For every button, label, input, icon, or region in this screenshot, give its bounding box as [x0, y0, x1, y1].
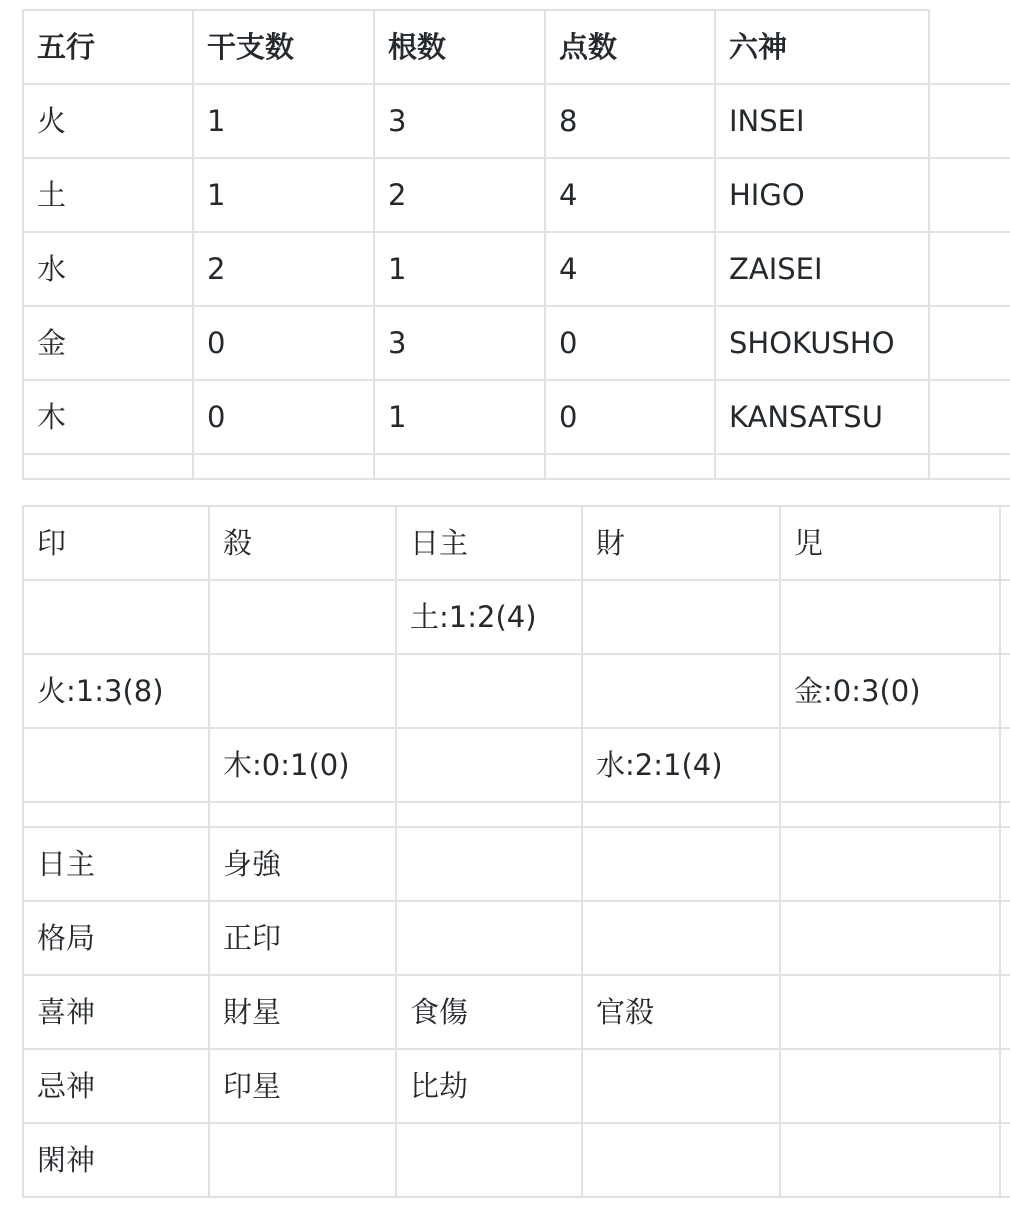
table-cell: 日主	[23, 827, 209, 901]
table-cell	[582, 827, 780, 901]
table-cell	[929, 84, 1010, 158]
table-row	[23, 1049, 1010, 1123]
table-cell	[396, 654, 582, 728]
table-cell: 3	[374, 306, 545, 380]
table-row	[23, 975, 1010, 1049]
table-cell: 火	[23, 84, 193, 158]
table-row	[23, 232, 1010, 306]
table-cell	[1000, 580, 1010, 654]
table-cell	[929, 158, 1010, 232]
five-elements-table	[22, 9, 1010, 480]
table-cell: 0	[545, 306, 715, 380]
table-cell: 印星	[209, 1049, 396, 1123]
table-cell	[23, 580, 209, 654]
table-cell: 4	[545, 158, 715, 232]
table-cell	[1000, 654, 1010, 728]
header-cell: 干支数	[193, 10, 374, 84]
table-cell	[396, 901, 582, 975]
table-cell: 土:1:2(4)	[396, 580, 582, 654]
table-cell	[582, 1049, 780, 1123]
table-cell	[1000, 1049, 1010, 1123]
table-row	[23, 728, 1010, 802]
table-cell: 3	[374, 84, 545, 158]
empty-cell	[929, 454, 1010, 479]
table-cell	[780, 827, 1000, 901]
table-cell: KANSATSU	[715, 380, 929, 454]
empty-row	[23, 802, 1010, 827]
table-cell: 2	[193, 232, 374, 306]
table-cell: 食傷	[396, 975, 582, 1049]
header-cell: 財	[582, 506, 780, 580]
table-cell: 1	[193, 158, 374, 232]
empty-row	[23, 454, 1010, 479]
table-cell	[1000, 975, 1010, 1049]
table-cell	[209, 580, 396, 654]
table-cell: 0	[193, 380, 374, 454]
table-cell	[780, 580, 1000, 654]
header-cell: 点数	[545, 10, 715, 84]
table-cell: 0	[193, 306, 374, 380]
table-cell: 格局	[23, 901, 209, 975]
empty-cell	[374, 454, 545, 479]
table-cell	[582, 1123, 780, 1197]
table-cell: 身強	[209, 827, 396, 901]
table-cell	[1000, 1123, 1010, 1197]
empty-cell	[396, 802, 582, 827]
empty-cell	[23, 802, 209, 827]
table-cell	[582, 901, 780, 975]
table-cell	[780, 975, 1000, 1049]
table-row	[23, 654, 1010, 728]
table-row	[23, 580, 1010, 654]
table-cell: 比劫	[396, 1049, 582, 1123]
table-cell	[1000, 901, 1010, 975]
table-header-row	[23, 506, 1010, 580]
table-row	[23, 380, 1010, 454]
table-cell: 0	[545, 380, 715, 454]
header-cell	[1000, 506, 1010, 580]
table-cell	[929, 380, 1010, 454]
empty-cell	[209, 802, 396, 827]
table-cell	[929, 306, 1010, 380]
header-cell	[929, 10, 1010, 84]
table-cell: 4	[545, 232, 715, 306]
table-cell: 財星	[209, 975, 396, 1049]
table-cell: 1	[193, 84, 374, 158]
table-cell: ZAISEI	[715, 232, 929, 306]
table-cell	[396, 1123, 582, 1197]
table-cell: SHOKUSHO	[715, 306, 929, 380]
table-cell: 忌神	[23, 1049, 209, 1123]
table-cell	[929, 232, 1010, 306]
table-cell: INSEI	[715, 84, 929, 158]
table-cell: 金	[23, 306, 193, 380]
table-cell	[1000, 728, 1010, 802]
table-cell: 水	[23, 232, 193, 306]
table-cell: 8	[545, 84, 715, 158]
header-cell: 五行	[23, 10, 193, 84]
table-cell	[1000, 827, 1010, 901]
table-cell: 金:0:3(0)	[780, 654, 1000, 728]
table-cell	[396, 827, 582, 901]
header-cell: 児	[780, 506, 1000, 580]
table-row	[23, 84, 1010, 158]
table-cell	[780, 728, 1000, 802]
table-cell	[396, 728, 582, 802]
empty-cell	[545, 454, 715, 479]
table-cell: 火:1:3(8)	[23, 654, 209, 728]
table-cell: 1	[374, 380, 545, 454]
empty-cell	[715, 454, 929, 479]
table-cell	[582, 654, 780, 728]
header-cell: 印	[23, 506, 209, 580]
table-cell: 正印	[209, 901, 396, 975]
table-cell: 官殺	[582, 975, 780, 1049]
header-cell: 六神	[715, 10, 929, 84]
table-cell	[209, 654, 396, 728]
table-cell: 土	[23, 158, 193, 232]
empty-cell	[193, 454, 374, 479]
table-cell	[582, 580, 780, 654]
empty-cell	[1000, 802, 1010, 827]
table-cell	[23, 728, 209, 802]
table-cell: HIGO	[715, 158, 929, 232]
header-cell: 根数	[374, 10, 545, 84]
table-cell	[780, 901, 1000, 975]
empty-cell	[582, 802, 780, 827]
empty-cell	[23, 454, 193, 479]
ten-gods-table	[22, 505, 1010, 1198]
table-row	[23, 1123, 1010, 1197]
table-cell	[780, 1049, 1000, 1123]
table-cell: 1	[374, 232, 545, 306]
table-cell: 木	[23, 380, 193, 454]
table-cell	[209, 1123, 396, 1197]
table-cell: 閑神	[23, 1123, 209, 1197]
header-cell: 日主	[396, 506, 582, 580]
table-cell: 木:0:1(0)	[209, 728, 396, 802]
table-cell: 喜神	[23, 975, 209, 1049]
table-row	[23, 158, 1010, 232]
empty-cell	[780, 802, 1000, 827]
header-cell: 殺	[209, 506, 396, 580]
table-header-row	[23, 10, 1010, 84]
table-cell	[780, 1123, 1000, 1197]
table-row	[23, 827, 1010, 901]
table-cell: 水:2:1(4)	[582, 728, 780, 802]
table-cell: 2	[374, 158, 545, 232]
table-row	[23, 901, 1010, 975]
table-row	[23, 306, 1010, 380]
